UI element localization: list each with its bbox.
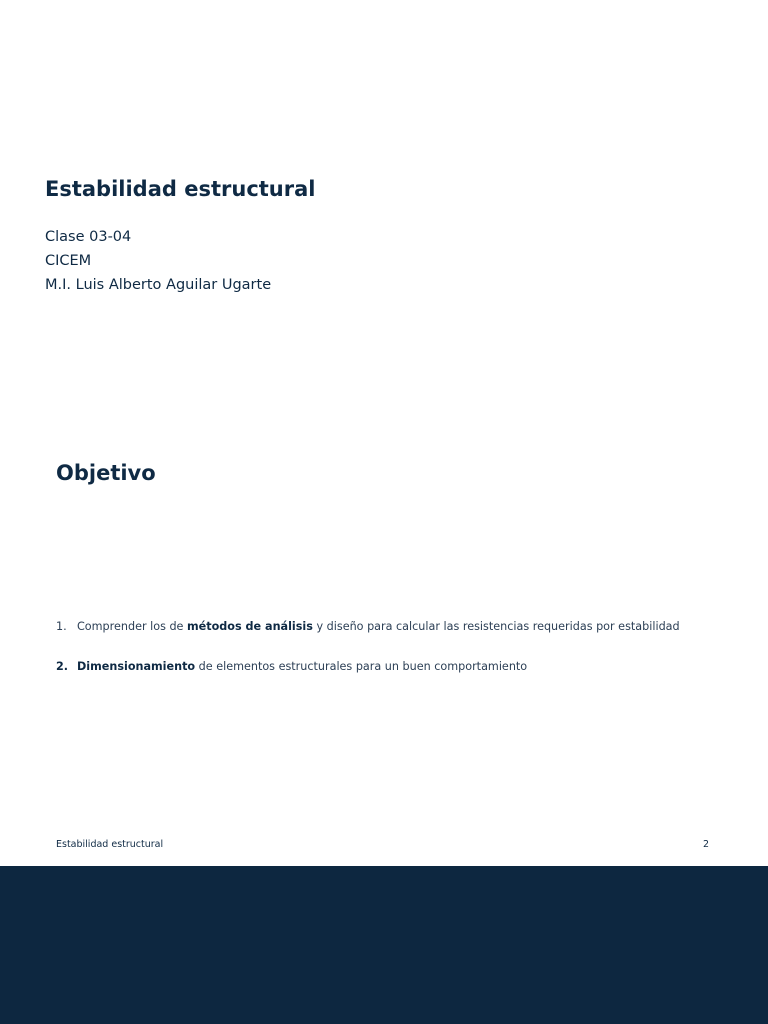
item-text-before: Comprender los de [77, 620, 188, 633]
objective-item-1 [56, 620, 680, 633]
item-text-after: y diseño para calcular las resistencias requeridas por estabilidad [312, 620, 680, 633]
cover-title: Estabilidad estructural [45, 177, 316, 201]
next-slide-dark-band [0, 866, 768, 1024]
cover-slide [0, 0, 768, 400]
page-number: 2 [702, 839, 709, 850]
objective-item-2 [56, 660, 527, 673]
class-label: Clase 03-04 [45, 229, 132, 245]
list-number: 2. [56, 660, 69, 673]
objective-heading: Objetivo [56, 461, 156, 485]
footer-title: Estabilidad estructural [56, 839, 164, 850]
item-text-after: de elementos estructurales para un buen comportamiento [195, 660, 528, 673]
institution: CICEM [45, 253, 92, 269]
item-text-bold: Dimensionamiento [77, 660, 196, 673]
list-number: 1. [56, 620, 67, 633]
item-text-bold: métodos de análisis [187, 620, 313, 633]
author: M.I. Luis Alberto Aguilar Ugarte [45, 277, 272, 293]
